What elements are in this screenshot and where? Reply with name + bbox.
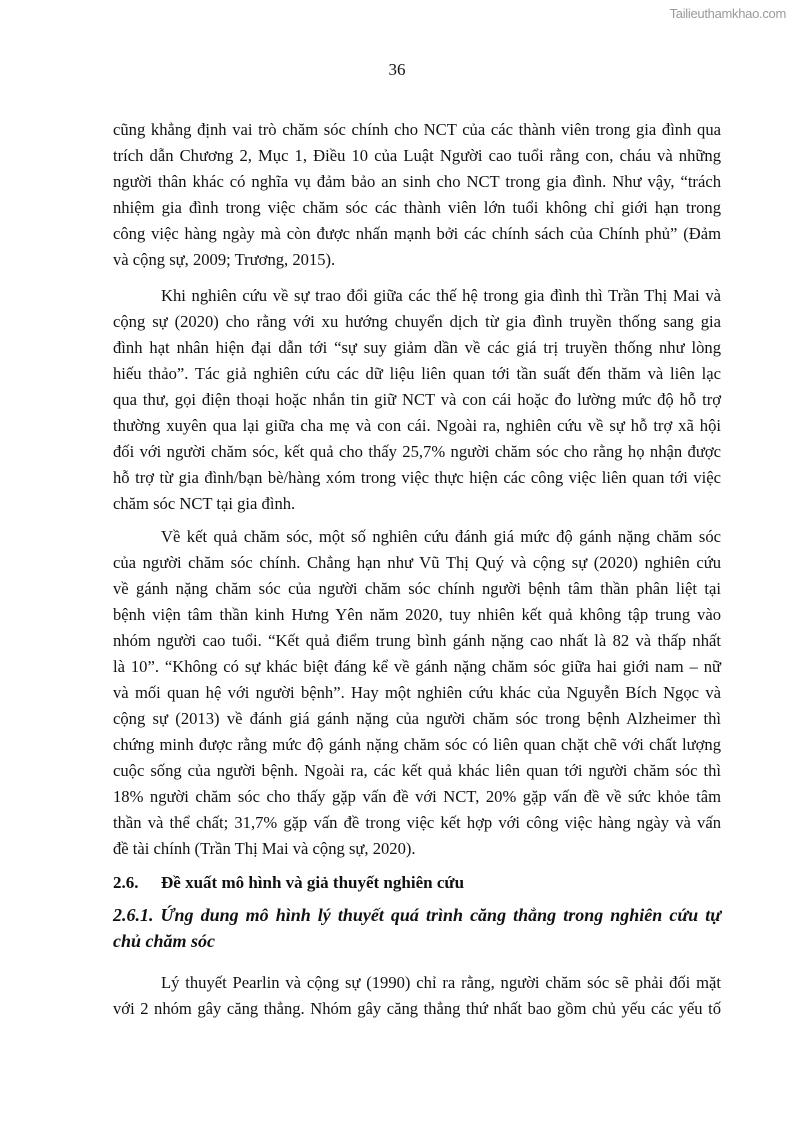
- paragraph-3: [113, 524, 721, 862]
- text-line: của người chăm sóc chính. Chẳng hạn như Vũ Thị Quý và cộng sự (2020) nghiên cứu: [113, 553, 721, 572]
- text-line: chứng minh được rằng mức độ gánh nặng chăm sóc có liên quan chặt chẽ với chất lượng: [113, 735, 721, 754]
- text-line: cũng khẳng định vai trò chăm sóc chính cho NCT của các thành viên trong gia đình qua: [113, 120, 721, 139]
- text-line: nhóm người cao tuổi. “Kết quả điểm trung bình gánh nặng cao nhất là 82 và thấp nhất: [113, 631, 721, 650]
- text-line: là 10”. “Không có sự khác biệt đáng kể về gánh nặng chăm sóc giữa hai giới nam – nữ: [113, 657, 721, 676]
- heading-line: 2.6.1. Ứng dung mô hình lý thuyết quá trình căng thẳng trong nghiên cứu tự: [113, 905, 721, 925]
- section-title: Đề xuất mô hình và giả thuyết nghiên cứu: [161, 873, 465, 892]
- text-line: cộng sự (2020) cho rằng với xu hướng chuyển dịch từ gia đình truyền thống sang gia: [113, 312, 721, 331]
- section-heading-2-6: [113, 870, 721, 896]
- subsection-heading-2-6-1: [113, 902, 721, 954]
- text-line: thần và thể chất; 31,7% gặp vấn đề trong việc kết hợp với công việc hàng ngày và vấn: [113, 813, 721, 832]
- text-line: Lý thuyết Pearlin và cộng sự (1990) chỉ ra rằng, người chăm sóc sẽ phải đối mặt: [161, 973, 721, 992]
- text-line: qua thư, gọi điện thoại hoặc nhắn tin giữ NCT và con cái hoặc đo lường mức độ hỗ trợ: [113, 390, 721, 409]
- text-line: Khi nghiên cứu về sự trao đổi giữa các thế hệ trong gia đình thì Trần Thị Mai và: [161, 286, 721, 305]
- text-line: người thân khác có nghĩa vụ đảm bảo an sinh cho NCT trong gia đình. Như vậy, “trách: [113, 172, 721, 191]
- text-line: đề tài chính (Trần Thị Mai và cộng sự, 2020).: [113, 839, 416, 858]
- text-line: với 2 nhóm gây căng thẳng. Nhóm gây căng thẳng thứ nhất bao gồm chủ yếu các yếu tố: [113, 999, 721, 1018]
- text-line: đối với người chăm sóc, kết quả cho thấy 25,7% người chăm sóc cho rằng họ nhận được: [113, 442, 721, 461]
- text-line: cuộc sống của người bệnh. Ngoài ra, các kết quả khác liên quan tới người chăm sóc thì: [113, 761, 721, 780]
- heading-line: chủ chăm sóc: [113, 931, 216, 951]
- text-line: đình hạt nhân hiện đại dẫn tới “sự suy giảm dần về các giá trị truyền thống như lòng: [113, 338, 721, 357]
- text-line: nhiệm gia đình trong việc chăm sóc các thành viên lớn tuổi không chỉ giới hạn trong: [113, 198, 721, 217]
- paragraph-2: [113, 283, 721, 517]
- text-line: trích dẫn Chương 2, Mục 1, Điều 10 của Luật Người cao tuổi rằng con, cháu và những: [113, 146, 721, 165]
- text-line: hỗ trợ từ gia đình/bạn bè/hàng xóm trong việc thực hiện các công việc liên quan tới việc: [113, 468, 721, 487]
- page-number: 36: [388, 60, 406, 79]
- paragraph-4: [113, 970, 721, 1022]
- watermark: Tailieuthamkhao.com: [669, 6, 786, 21]
- text-line: chăm sóc NCT tại gia đình.: [113, 494, 296, 513]
- text-line: thường xuyên qua lại giữa cha mẹ và con cái. Ngoài ra, nghiên cứu về sự hỗ trợ xã hội: [113, 416, 721, 435]
- text-line: cộng sự (2013) về đánh giá gánh nặng của người chăm sóc trong bệnh Alzheimer thì: [113, 709, 721, 728]
- text-line: bệnh viện tâm thần kinh Hưng Yên năm 2020, tuy nhiên kết quả không tập trung vào: [113, 605, 721, 624]
- text-line: 18% người chăm sóc cho thấy gặp vấn đề với NCT, 20% gặp vấn đề về sức khỏe tâm: [113, 787, 721, 806]
- text-line: Về kết quả chăm sóc, một số nghiên cứu đánh giá mức độ gánh nặng chăm sóc: [161, 527, 721, 546]
- text-line: hiếu thảo”. Tác giả nghiên cứu các dữ liệu liên quan tới tần suất đến thăm và liên lạc: [113, 364, 721, 383]
- paragraph-1: [113, 117, 721, 273]
- text-line: công việc hàng ngày mà còn được nhấn mạnh bởi các chính sách của Chính phủ” (Đảm: [113, 224, 721, 243]
- text-line: và mối quan hệ với người bệnh”. Hay một nghiên cứu khác của Nguyễn Bích Ngọc và: [113, 683, 721, 702]
- text-line: về gánh nặng chăm sóc của người chăm sóc chính người bệnh tâm thần phân liệt tại: [113, 579, 721, 598]
- section-number: 2.6.: [113, 873, 139, 892]
- text-line: và cộng sự, 2009; Trương, 2015).: [113, 250, 336, 269]
